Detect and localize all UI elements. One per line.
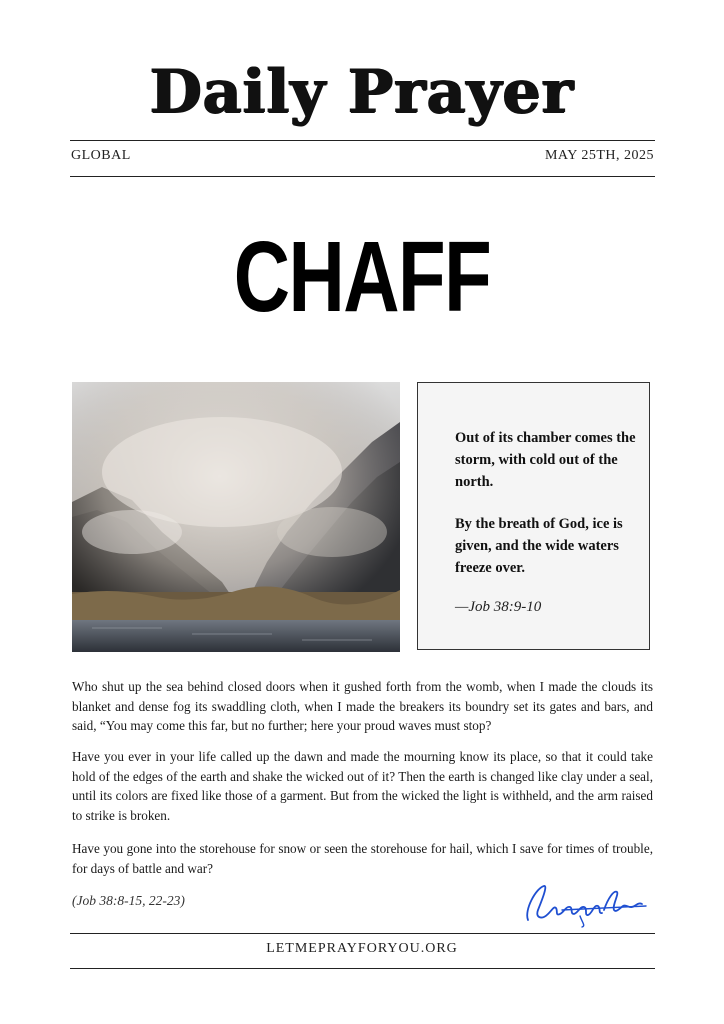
region-label: GLOBAL: [71, 148, 131, 163]
headline: CHAFF: [233, 221, 491, 333]
date-label: MAY 25TH, 2025: [544, 148, 654, 163]
body-paragraph: Who shut up the sea behind closed doors when it gushed forth from the womb, when I made the clouds its blanket and dense fog its swaddling cloth, when I made the breakers its boundry set its gates and bars, and said, “You may come this far, but no further; here your proud waves must stop?: [72, 679, 653, 733]
scripture-reference: (Job 38:8-15, 22-23): [72, 893, 185, 908]
masthead-title: Daily Prayer: [149, 57, 575, 127]
body-paragraph: Have you ever in your life called up the dawn and made the mourning know its place, so that it could take hold of the edges of the earth and shake the wicked out of it? Then the earth is changed like clay under a seal, until its colors are fixed like those of a garment. But from the wicked the light is withheld, and the arm raised to strike is broken.: [72, 749, 653, 823]
footer-website-link[interactable]: LETMEPRAYFORYOU.ORG: [266, 941, 458, 956]
header-bottom-rule: [70, 176, 655, 177]
scripture-quote-box: [417, 382, 650, 650]
header-top-rule: [70, 140, 655, 141]
footer-top-rule: [70, 933, 655, 934]
footer-bottom-rule: [70, 968, 655, 969]
body-paragraph: Have you gone into the storehouse for snow or seen the storehouse for hail, which I save for times of trouble, for days of battle and war?: [72, 841, 653, 876]
mist-over-mountain-photo: [72, 382, 400, 652]
quote-verse-1: Out of its chamber comes the storm, with cold out of the north.: [455, 430, 636, 490]
quote-citation: —Job 38:9-10: [455, 599, 542, 615]
handwritten-signature: [522, 880, 648, 928]
quote-verse-2: By the breath of God, ice is given, and the wide waters freeze over.: [455, 516, 623, 576]
